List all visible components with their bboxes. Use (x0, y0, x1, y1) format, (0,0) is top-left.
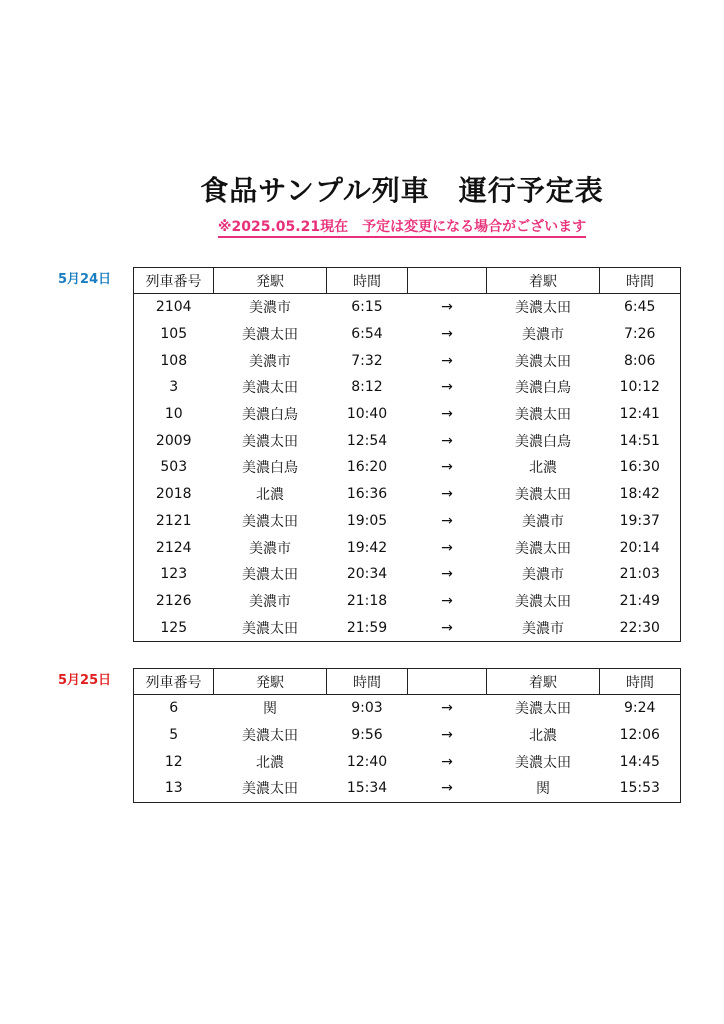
arrival-time-cell: 18:42 (600, 481, 681, 508)
arrival-station-cell: 北濃 (529, 460, 557, 477)
header-arrival-station: 着駅 (487, 268, 600, 294)
departure-station-cell: 美濃市 (249, 540, 291, 557)
train-number-cell: 108 (134, 347, 214, 374)
arrow-cell: → (441, 512, 453, 529)
table-row (134, 614, 681, 641)
arrival-station-cell: 美濃白鳥 (515, 380, 571, 397)
arrival-station-cell: 美濃太田 (515, 540, 571, 557)
table-row (134, 427, 681, 454)
arrival-station-cell: 美濃市 (522, 327, 564, 344)
train-number-cell: 2104 (134, 294, 214, 321)
arrow-cell: → (441, 459, 453, 476)
departure-station-cell: 美濃太田 (242, 380, 298, 397)
table-row (134, 561, 681, 588)
train-number-cell: 3 (134, 374, 214, 401)
timetable-may24 (133, 267, 681, 642)
arrival-time-cell: 10:12 (600, 374, 681, 401)
departure-time-cell: 15:34 (327, 775, 408, 802)
departure-station-cell: 北濃 (256, 487, 284, 504)
arrival-station-cell: 美濃太田 (515, 487, 571, 504)
arrow-cell: → (441, 406, 453, 423)
arrival-time-cell: 14:45 (600, 748, 681, 775)
departure-station-cell: 美濃太田 (242, 433, 298, 450)
header-train-number: 列車番号 (134, 268, 214, 294)
departure-station-cell: 美濃市 (249, 300, 291, 317)
table-row (134, 347, 681, 374)
train-number-cell: 10 (134, 401, 214, 428)
header-blank (408, 268, 487, 294)
train-number-cell: 2126 (134, 588, 214, 615)
header-departure-time: 時間 (327, 268, 408, 294)
arrow-cell: → (441, 592, 453, 609)
header-departure-station: 発駅 (214, 669, 327, 695)
train-number-cell: 2121 (134, 508, 214, 535)
departure-station-cell: 美濃市 (249, 593, 291, 610)
table-row (134, 508, 681, 535)
arrival-station-cell: 北濃 (529, 728, 557, 745)
arrival-time-cell: 12:06 (600, 722, 681, 749)
train-number-cell: 2124 (134, 534, 214, 561)
arrow-cell: → (441, 432, 453, 449)
arrow-cell: → (408, 775, 487, 802)
table-row (134, 401, 681, 428)
table-row (134, 534, 681, 561)
arrow-cell: → (441, 539, 453, 556)
arrival-time-cell: 6:45 (600, 294, 681, 321)
arrow-cell: → (441, 753, 453, 770)
header-row (134, 268, 681, 294)
departure-time-cell: 7:32 (351, 352, 383, 369)
arrow-cell: → (441, 727, 453, 744)
departure-station-cell: 北濃 (256, 754, 284, 771)
departure-time-cell: 19:42 (346, 539, 388, 556)
arrival-time-cell: 15:53 (600, 775, 681, 802)
arrow-cell: → (441, 486, 453, 503)
arrival-station-cell: 関 (487, 775, 600, 802)
arrival-time-cell: 21:03 (600, 561, 681, 588)
departure-time-cell: 19:05 (346, 512, 388, 529)
arrival-station-cell: 美濃太田 (515, 407, 571, 424)
departure-station-cell: 美濃太田 (214, 614, 327, 641)
train-number-cell: 2009 (134, 427, 214, 454)
date-label-may24: 5月24日 (58, 272, 112, 287)
header-arrival-station: 着駅 (487, 669, 600, 695)
table-row (134, 294, 681, 321)
arrow-cell: → (441, 299, 453, 316)
header-arrival-time: 時間 (600, 268, 681, 294)
train-number-cell: 503 (134, 454, 214, 481)
departure-time-cell: 9:56 (351, 727, 383, 744)
departure-time-cell: 16:20 (346, 459, 388, 476)
departure-station-cell: 美濃白鳥 (242, 460, 298, 477)
train-number-cell: 125 (134, 614, 214, 641)
arrival-station-cell: 美濃市 (522, 513, 564, 530)
departure-station-cell: 関 (263, 701, 277, 718)
table-row (134, 481, 681, 508)
departure-time-cell: 20:34 (346, 566, 388, 583)
arrival-station-cell: 美濃太田 (515, 701, 571, 718)
departure-time-cell: 16:36 (346, 486, 388, 503)
train-number-cell: 105 (134, 321, 214, 348)
arrival-station-cell: 美濃太田 (515, 300, 571, 317)
arrival-time-cell: 9:24 (600, 695, 681, 722)
departure-time-cell: 21:59 (327, 614, 408, 641)
table-row (134, 454, 681, 481)
header-departure-station: 発駅 (214, 268, 327, 294)
departure-time-cell: 12:54 (346, 432, 388, 449)
arrival-time-cell: 20:14 (600, 534, 681, 561)
arrival-time-cell: 16:30 (600, 454, 681, 481)
header-blank (408, 669, 487, 695)
table-row (134, 321, 681, 348)
arrival-station-cell: 美濃白鳥 (515, 433, 571, 450)
arrival-time-cell: 21:49 (600, 588, 681, 615)
departure-time-cell: 10:40 (346, 406, 388, 423)
arrival-station-cell: 美濃市 (487, 614, 600, 641)
header-row (134, 669, 681, 695)
header-departure-time: 時間 (327, 669, 408, 695)
arrow-cell: → (441, 326, 453, 343)
arrow-cell: → (408, 614, 487, 641)
departure-time-cell: 6:15 (351, 299, 383, 316)
arrow-cell: → (441, 352, 453, 369)
train-number-cell: 2018 (134, 481, 214, 508)
arrival-time-cell: 12:41 (600, 401, 681, 428)
departure-station-cell: 美濃市 (249, 353, 291, 370)
arrival-time-cell: 14:51 (600, 427, 681, 454)
departure-station-cell: 美濃太田 (214, 775, 327, 802)
arrival-station-cell: 美濃太田 (515, 353, 571, 370)
arrival-station-cell: 美濃太田 (515, 593, 571, 610)
page-title: 食品サンプル列車 運行予定表 (200, 174, 604, 207)
update-notice-text: ※2025.05.21現在 予定は変更になる場合がございます (218, 219, 586, 238)
arrival-time-cell: 22:30 (600, 614, 681, 641)
departure-station-cell: 美濃太田 (242, 327, 298, 344)
update-notice (0, 216, 724, 238)
table-row (134, 722, 681, 749)
arrival-time-cell: 19:37 (600, 508, 681, 535)
header-arrival-time: 時間 (600, 669, 681, 695)
departure-time-cell: 12:40 (346, 753, 388, 770)
train-number-cell: 13 (134, 775, 214, 802)
departure-time-cell: 6:54 (351, 326, 383, 343)
timetable-may25 (133, 668, 681, 803)
departure-time-cell: 8:12 (351, 379, 383, 396)
arrow-cell: → (441, 700, 453, 717)
arrow-cell: → (441, 566, 453, 583)
train-number-cell: 12 (134, 748, 214, 775)
train-number-cell: 5 (134, 722, 214, 749)
header-train-number: 列車番号 (134, 669, 214, 695)
table-row (134, 695, 681, 722)
date-label-may25: 5月25日 (58, 673, 112, 688)
arrow-cell: → (441, 379, 453, 396)
departure-station-cell: 美濃太田 (242, 513, 298, 530)
table-row (134, 748, 681, 775)
departure-station-cell: 美濃太田 (242, 728, 298, 745)
arrival-station-cell: 美濃市 (522, 567, 564, 584)
arrival-time-cell: 7:26 (600, 321, 681, 348)
train-number-cell: 6 (134, 695, 214, 722)
departure-station-cell: 美濃太田 (242, 567, 298, 584)
departure-station-cell: 美濃白鳥 (242, 407, 298, 424)
arrival-station-cell: 美濃太田 (515, 754, 571, 771)
table-row (134, 588, 681, 615)
arrival-time-cell: 8:06 (600, 347, 681, 374)
train-number-cell: 123 (134, 561, 214, 588)
departure-time-cell: 21:18 (346, 592, 388, 609)
table-row (134, 775, 681, 802)
departure-time-cell: 9:03 (351, 700, 383, 717)
table-row (134, 374, 681, 401)
